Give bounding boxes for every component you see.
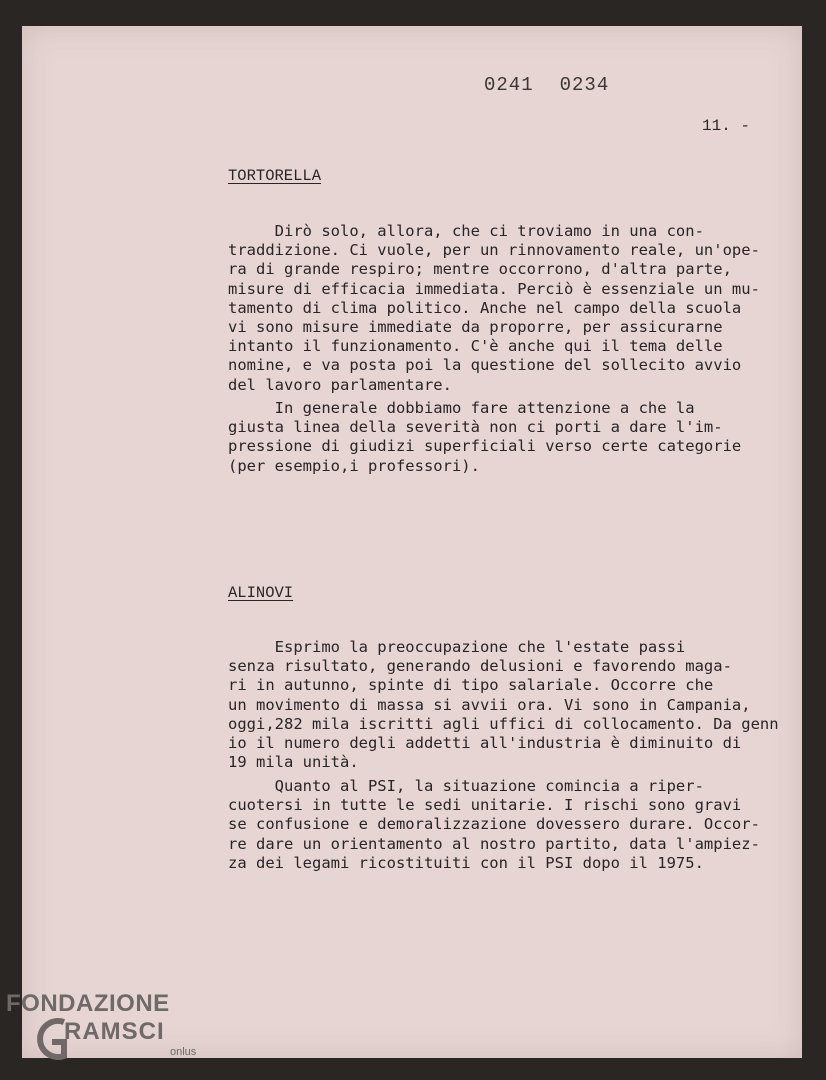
archive-ids [484,74,635,96]
archive-id-1: 0241 [484,74,534,96]
logo-line-1: FONDAZIONE [6,990,170,1017]
archive-id-2: 0234 [559,74,610,96]
speaker-name: TORTORELLA [228,167,322,185]
paragraph: In generale dobbiamo fare attenzione a che la giusta linea della severità non ci porti a dare l'im- pressione di giudizi superficiali verso certe categorie (per esempio,i professori). [228,399,742,475]
document-page [22,26,802,1058]
fondazione-gramsci-logo [6,990,206,1070]
paragraph: Esprimo la preoccupazione che l'estate passi senza risultato, generando delusioni e favorendo maga- ri in autunno, spinte di tipo salariale. Occorre che un movimento di massa si avvii ora. Vi sono in Campania, oggi,282 mila iscritti agli uffici di collocamento. Da genn io il numero degli addetti all'industria è diminuito di 19 mila unità. [228,638,779,772]
paragraph: Quanto al PSI, la situazione comincia a riper- cuotersi in tutte le sedi unitarie. I rischi sono gravi se confusione e demoralizzazione dovessero durare. Occor- re dare un orientamento al nostro partito, data l'ampiez- za dei legami ricostituiti con il PSI dopo il 1975. [228,777,760,872]
speaker-name: ALINOVI [228,584,294,602]
logo-line-2: RAMSCI [64,1018,165,1045]
paragraph: Dirò solo, allora, che ci troviamo in una con- traddizione. Ci vuole, per un rinnovamento reale, un'ope- ra di grande respiro; mentre occorrono, d'altra parte, misure di efficacia immediata. Perciò è essenziale un mu- tamento di clima politico. Anche nel campo della scuola vi sono misure immediate da proporre, per assicurarne intanto il funzionamento. C'è anche qui il tema delle nomine, e va posta poi la questione del sollecito avvio del lavoro parlamentare. [228,222,760,394]
logo-line-3: onlus [170,1046,197,1058]
page-number: 11. - [702,117,751,135]
